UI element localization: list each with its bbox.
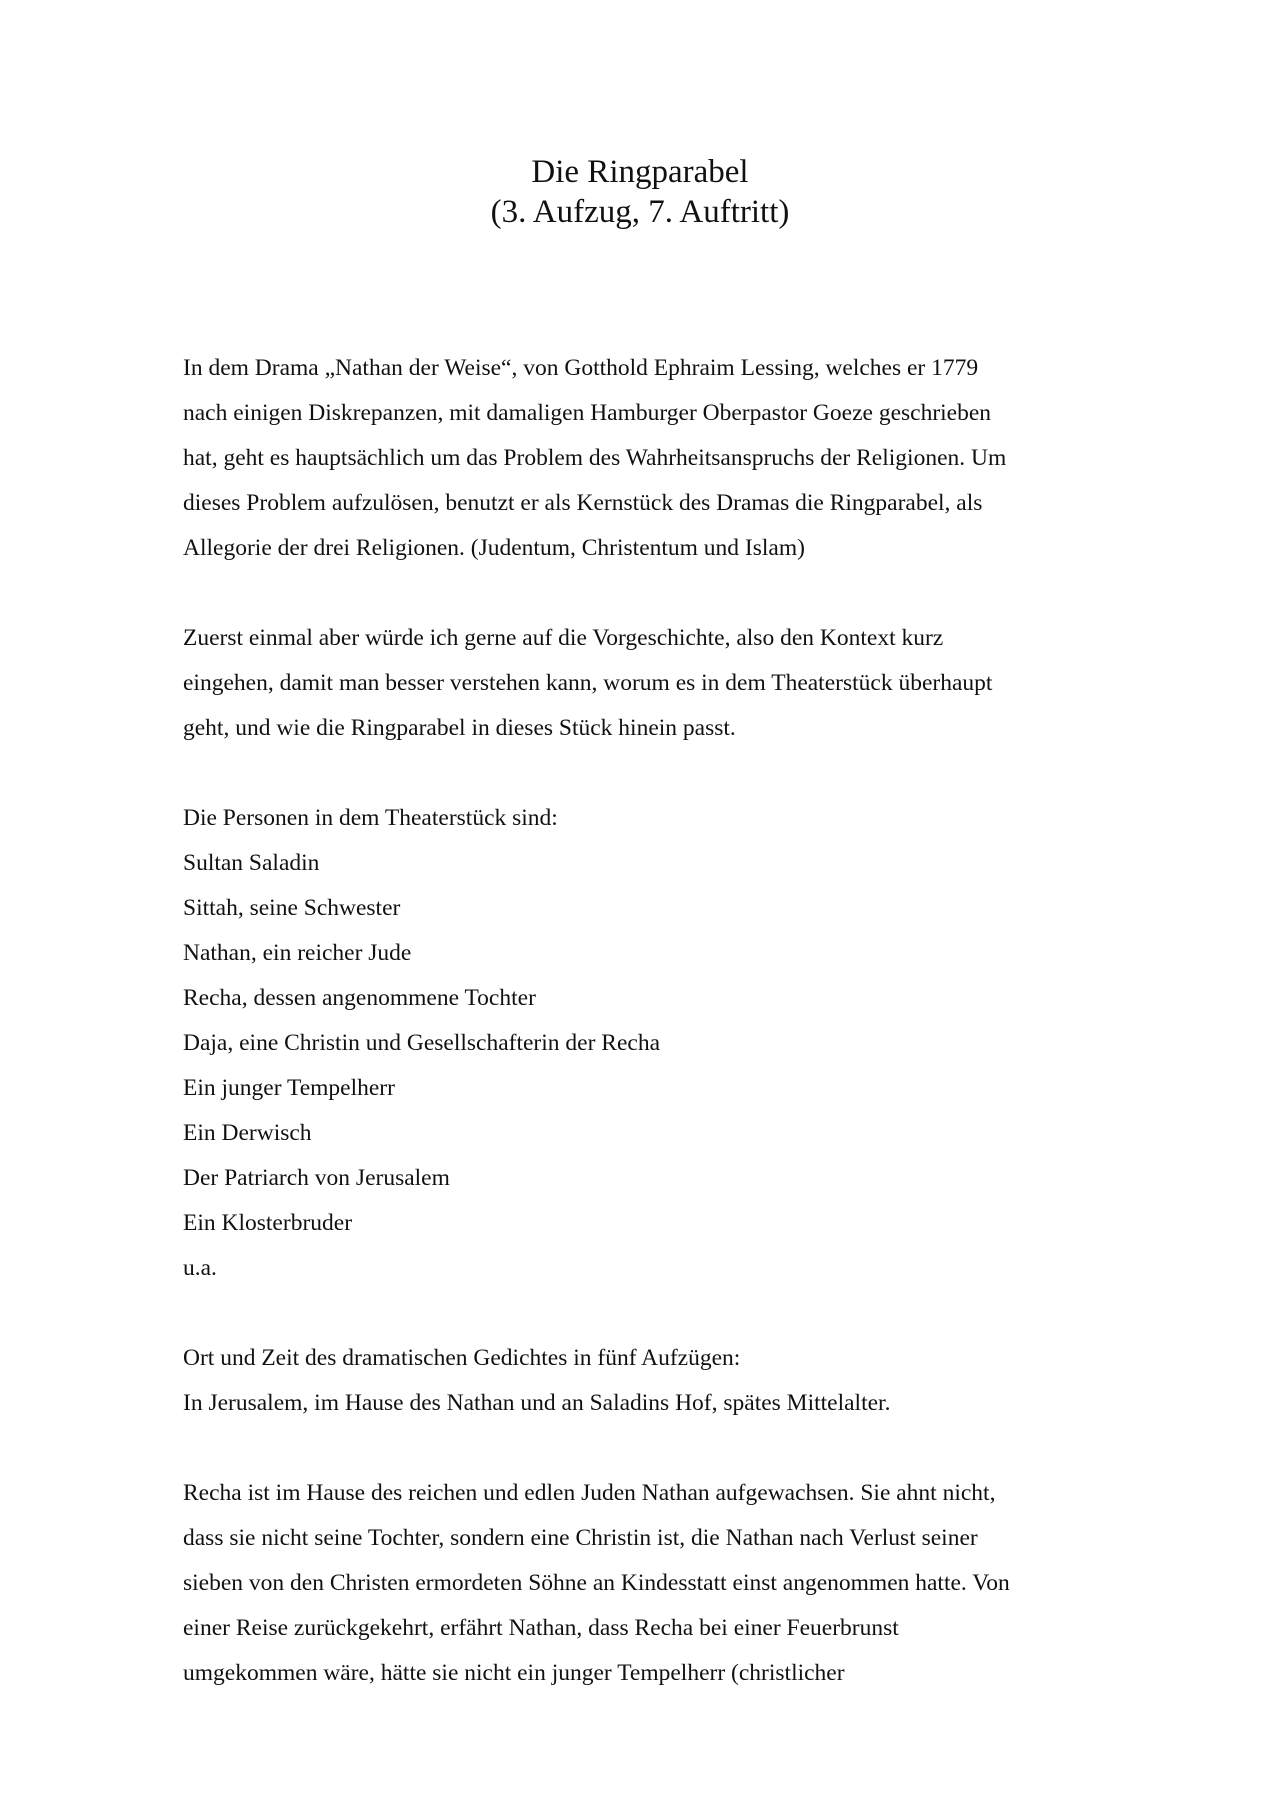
person-item: Ein Klosterbruder [183,1210,353,1236]
text-line: eingehen, damit man besser verstehen kann, worum es in dem Theaterstück überhaupt [183,670,993,696]
text-line: Zuerst einmal aber würde ich gerne auf die Vorgeschichte, also den Kontext kurz [183,625,944,651]
text-line: sieben von den Christen ermordeten Söhne an Kindesstatt einst angenommen hatte. Von [183,1570,1010,1596]
person-item: Sultan Saladin [183,850,320,876]
person-item: Ein junger Tempelherr [183,1075,395,1101]
text-line: hat, geht es hauptsächlich um das Problem des Wahrheitsanspruchs der Religionen. Um [183,445,1007,471]
story-paragraph [183,1471,1113,1696]
paragraph-gap [183,571,1113,616]
person-item: Nathan, ein reicher Jude [183,940,412,966]
text-line: dass sie nicht seine Tochter, sondern eine Christin ist, die Nathan nach Verlust seiner [183,1525,978,1551]
text-line: geht, und wie die Ringparabel in dieses Stück hinein passt. [183,715,736,741]
person-item: Der Patriarch von Jerusalem [183,1165,450,1191]
text-line: nach einigen Diskrepanzen, mit damaligen Hamburger Oberpastor Goeze geschrieben [183,400,992,426]
document-subtitle: (3. Aufzug, 7. Auftritt) [490,194,790,230]
text-line: In dem Drama „Nathan der Weise“, von Gotthold Ephraim Lessing, welches er 1779 [183,355,979,381]
setting-paragraph [183,1336,1113,1426]
text-line: umgekommen wäre, hätte sie nicht ein junger Tempelherr (christlicher [183,1660,845,1686]
context-paragraph [183,616,1113,751]
setting-text: In Jerusalem, im Hause des Nathan und an Saladins Hof, spätes Mittelalter. [183,1390,891,1416]
title-block [0,152,1280,232]
person-item: Recha, dessen angenommene Tochter [183,985,536,1011]
person-item: Sittah, seine Schwester [183,895,401,921]
paragraph-gap [183,1426,1113,1471]
person-item: u.a. [183,1255,217,1281]
text-line: dieses Problem aufzulösen, benutzt er als Kernstück des Dramas die Ringparabel, als [183,490,983,516]
text-line: Recha ist im Hause des reichen und edlen Juden Nathan aufgewachsen. Sie ahnt nicht, [183,1480,996,1506]
persons-list [183,796,1113,1291]
person-item: Daja, eine Christin und Gesellschafterin der Recha [183,1030,661,1056]
document-title: Die Ringparabel [531,154,749,190]
text-line: einer Reise zurückgekehrt, erfährt Nathan, dass Recha bei einer Feuerbrunst [183,1615,899,1641]
person-item: Ein Derwisch [183,1120,312,1146]
setting-heading: Ort und Zeit des dramatischen Gedichtes in fünf Aufzügen: [183,1345,741,1371]
persons-heading: Die Personen in dem Theaterstück sind: [183,805,558,831]
paragraph-gap [183,1291,1113,1336]
paragraph-gap [183,751,1113,796]
intro-paragraph [183,346,1113,571]
text-line: Allegorie der drei Religionen. (Judentum, Christentum und Islam) [183,535,805,561]
document-body [183,346,1113,1696]
